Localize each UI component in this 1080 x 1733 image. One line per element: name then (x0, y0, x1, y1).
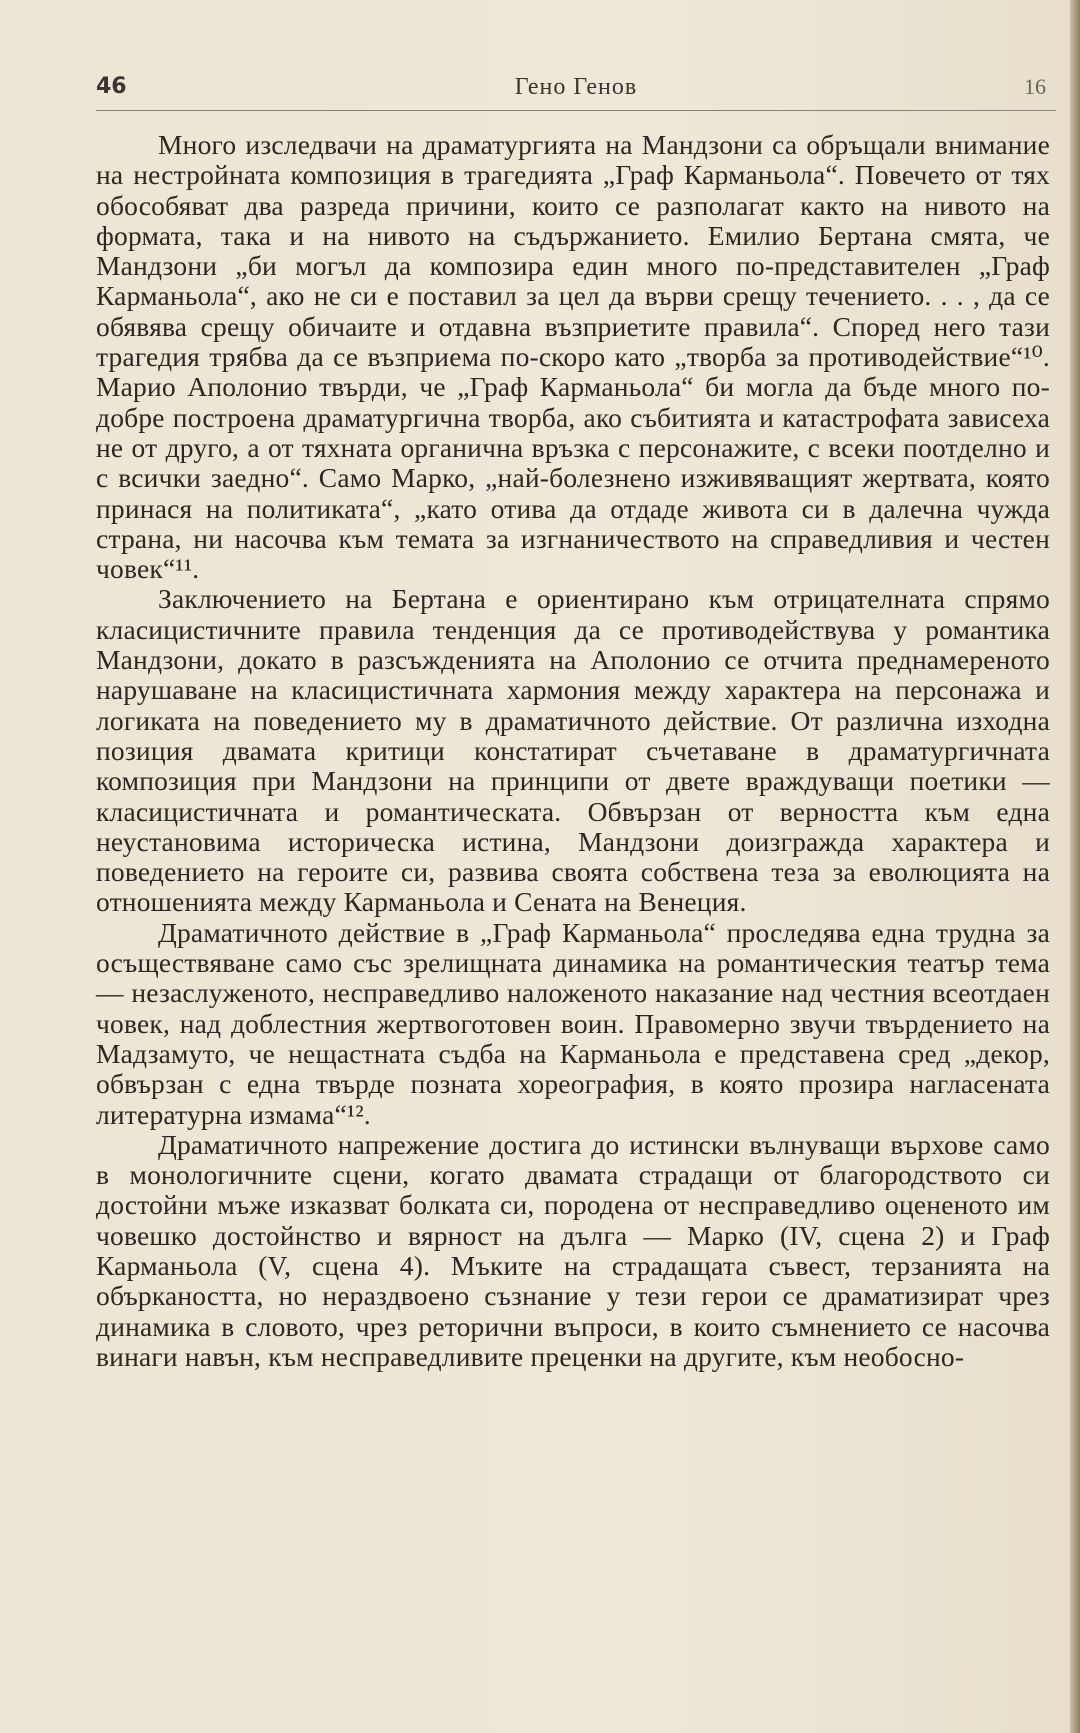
paragraph: Много изследвачи на драматургията на Мандзони са обръщали внимание на нестройната композиция в трагедията „Граф Карманьола“. Повечето от тях обособяват два разреда причини, които се разполагат както на нивото на формата, така и на нивото на съдържанието. Емилио Бертана смята, че Мандзони „би могъл да композира един много по-представителен „Граф Карманьола“, ако не си е поставил за цел да върви срещу течението. . . , да се обявява срещу обичаите и отдавна възприетите правила“. Според него тази трагедия трябва да се възприема по-скоро като „творба за противодействие“¹⁰. Марио Аполонио твърди, че „Граф Карманьола“ би могла да бъде много по-добре построена драматургична творба, ако събитията и катастрофата зависеха не от друго, а от тяхната органична връзка с персонажите, с всеки поотделно и с всички заедно“. Само Марко, „най-болезнено изживяващият жертвата, която принася на политиката“, „като отива да отдаде живота си в далечна чужда страна, ни насочва към темата за изгнаничеството на справедливия и честен човек“¹¹. (96, 129, 1050, 585)
header-rule (96, 110, 1056, 111)
paragraph: Заключението на Бертана е ориентирано към отрицателната спрямо класицистичните правила тенденция да се противодействува у романтика Мандзони, докато в разсъжденията на Аполонио се отчита преднамереното нарушаване на класицистичната хармония между характера на персонажа и логиката на поведението му в драматичното действие. От различна изходна позиция двамата критици констатират съчетаване в драматургичната композиция при Мандзони на принципи от двете враждуващи поетики — класицистичната и романтическата. Обвързан от верността към една неустановима историческа истина, Мандзони доизгражда характера и поведението на героите си, развива своята собствена теза за еволюцията на отношенията между Карманьола и Сената на Венеция. (96, 583, 1050, 918)
page-number: 46 (96, 74, 127, 99)
page-edge (1070, 0, 1080, 1733)
paragraph: Драматичното действие в „Граф Карманьола“ проследява една трудна за осъществяване само със зрелищната динамика на романтическия театър тема — незаслуженото, несправедливо наложеното наказание над честния всеотдаен човек, над доблестния жертвоготовен воин. Правомерно звучи твърдението на Мадзамуто, че нещастната съдба на Карманьола е представена сред „декор, обвързан с една твърде позната хореография, в която прозира нагласената литературна измама“¹². (96, 916, 1050, 1130)
running-header (96, 70, 1056, 110)
running-header-mark: 16 (1024, 74, 1046, 99)
paragraph: Драматичното напрежение достига до истински вълнуващи върхове само в монологичните сцени, когато двамата страдащи от благородството си достойни мъже изказват болката си, породена от несправедливо оцененото им човешко достойнство и вярност на дълга — Марко (IV, сцена 2) и Граф Карманьола (V, сцена 4). Мъките на страдащата съвест, терзанията на объркаността, но нераздвоено съзнание у тези герои се драматизират чрез динамика в словото, чрез реторични въпроси, в които съмнението се насочва винаги навън, към несправедливите преценки на другите, към необосно- (96, 1128, 1050, 1372)
running-header-author: Гено Генов (514, 74, 638, 100)
body-text (96, 130, 1050, 1372)
